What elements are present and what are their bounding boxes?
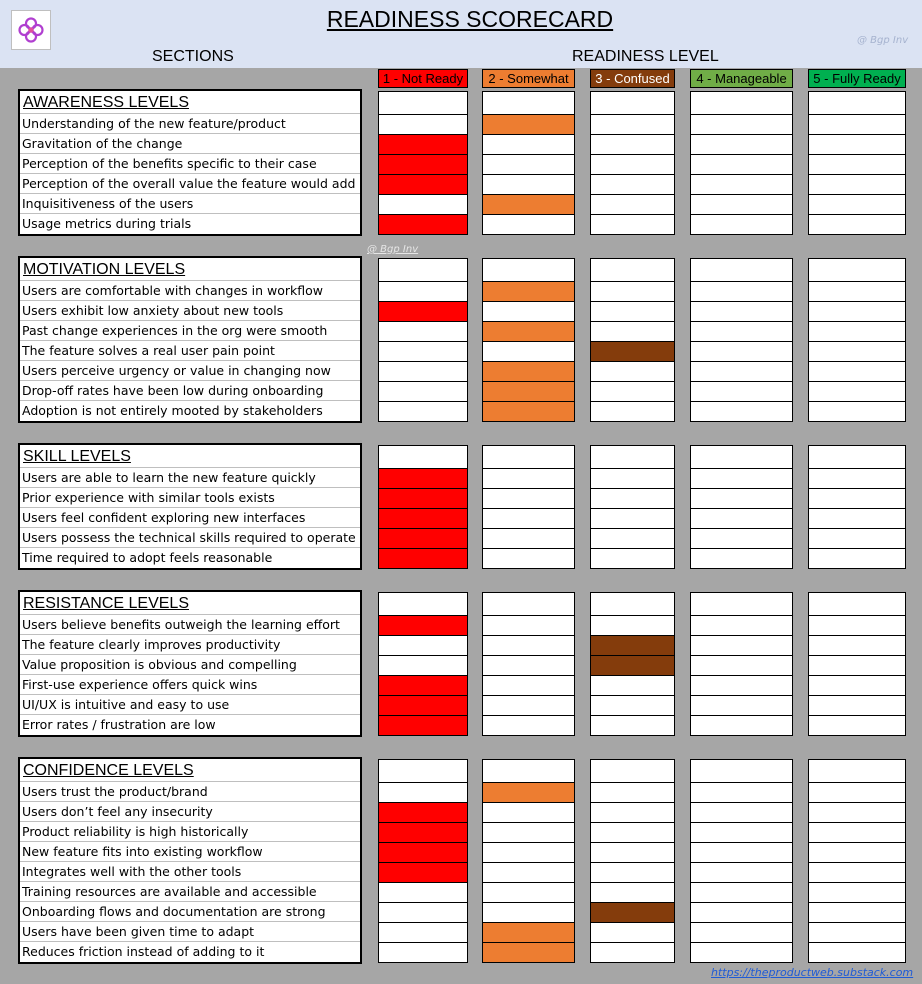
score-cell[interactable] [690, 508, 793, 529]
score-cell[interactable] [690, 321, 793, 342]
score-cell[interactable] [482, 635, 575, 656]
score-cell[interactable] [808, 508, 906, 529]
score-cell[interactable] [590, 922, 675, 943]
section-resistance-levels [18, 590, 362, 737]
level-header-4: 4 - Manageable [690, 69, 793, 88]
header-bar [0, 0, 922, 68]
score-cell[interactable] [590, 508, 675, 529]
score-cell[interactable] [482, 902, 575, 923]
score-cell[interactable] [690, 655, 793, 676]
score-cell[interactable] [378, 214, 468, 235]
score-cell[interactable] [590, 401, 675, 422]
criterion-row: Error rates / frustration are low [22, 717, 216, 732]
score-cell[interactable] [690, 782, 793, 803]
score-cell[interactable] [590, 528, 675, 549]
score-cell[interactable] [590, 675, 675, 696]
score-cell[interactable] [690, 902, 793, 923]
score-cell[interactable] [482, 715, 575, 736]
score-cell[interactable] [808, 695, 906, 716]
score-cell[interactable] [808, 548, 906, 569]
score-cell[interactable] [690, 882, 793, 903]
criterion-row: Reduces friction instead of adding to it [22, 944, 265, 959]
score-cell[interactable] [690, 802, 793, 823]
criterion-row: First-use experience offers quick wins [20, 675, 360, 695]
score-cell[interactable] [378, 802, 468, 823]
score-cell[interactable] [808, 301, 906, 322]
score-cell[interactable] [808, 862, 906, 883]
score-cell[interactable] [590, 361, 675, 382]
score-cell[interactable] [590, 862, 675, 883]
criterion-row: The feature clearly improves productivity [20, 635, 360, 655]
score-cell[interactable] [482, 675, 575, 696]
score-cell[interactable] [808, 822, 906, 843]
score-cell[interactable] [808, 114, 906, 135]
score-cell[interactable] [590, 301, 675, 322]
criterion-row: Users trust the product/brand [20, 782, 360, 802]
score-cell[interactable] [378, 902, 468, 923]
score-cell[interactable] [590, 154, 675, 175]
score-cell[interactable] [808, 615, 906, 636]
score-cell[interactable] [378, 655, 468, 676]
score-cell[interactable] [482, 782, 575, 803]
score-cell[interactable] [808, 194, 906, 215]
score-cell[interactable] [590, 468, 675, 489]
score-cell[interactable] [378, 528, 468, 549]
score-cell[interactable] [590, 842, 675, 863]
watermark-mid: @ Bgp Inv [367, 244, 419, 255]
score-cell[interactable] [690, 401, 793, 422]
score-cell[interactable] [590, 902, 675, 923]
score-cell[interactable] [482, 134, 575, 155]
criterion-row: Past change experiences in the org were smooth [20, 321, 360, 341]
score-cell[interactable] [808, 134, 906, 155]
criterion-row: Adoption is not entirely mooted by stakeholders [22, 403, 323, 418]
section-title: RESISTANCE LEVELS [20, 592, 360, 615]
score-cell[interactable] [690, 635, 793, 656]
score-cell[interactable] [482, 655, 575, 676]
score-cell[interactable] [690, 942, 793, 963]
score-cell[interactable] [690, 381, 793, 402]
criterion-row: Perception of the benefits specific to their case [20, 154, 360, 174]
score-cell[interactable] [690, 154, 793, 175]
criterion-row: Drop-off rates have been low during onboarding [20, 381, 360, 401]
score-cell[interactable] [378, 468, 468, 489]
criterion-row: Users are able to learn the new feature quickly [20, 468, 360, 488]
score-cell[interactable] [808, 214, 906, 235]
score-cell[interactable] [378, 154, 468, 175]
substack-link[interactable]: https://theproductweb.substack.com [711, 966, 914, 979]
criterion-row: New feature fits into existing workflow [20, 842, 360, 862]
score-cell[interactable] [378, 715, 468, 736]
score-cell[interactable] [808, 675, 906, 696]
score-cell[interactable] [482, 802, 575, 823]
score-cell[interactable] [808, 782, 906, 803]
score-cell[interactable] [690, 922, 793, 943]
score-cell[interactable] [482, 214, 575, 235]
score-cell[interactable] [808, 341, 906, 362]
page-title: READINESS SCORECARD [326, 6, 614, 32]
section-title: SKILL LEVELS [20, 445, 360, 468]
score-cell[interactable] [690, 862, 793, 883]
score-cell[interactable] [590, 341, 675, 362]
score-cell[interactable] [690, 615, 793, 636]
criterion-row: Perception of the overall value the feature would add [20, 174, 360, 194]
score-cell[interactable] [690, 822, 793, 843]
criterion-row: Training resources are available and accessible [20, 882, 360, 902]
score-cell[interactable] [690, 548, 793, 569]
score-cell[interactable] [482, 174, 575, 195]
criterion-row: Integrates well with the other tools [20, 862, 360, 882]
score-cell[interactable] [690, 842, 793, 863]
score-cell[interactable] [690, 361, 793, 382]
score-cell[interactable] [378, 174, 468, 195]
criterion-row: Usage metrics during trials [22, 216, 192, 231]
score-cell[interactable] [590, 635, 675, 656]
score-cell[interactable] [690, 341, 793, 362]
score-cell[interactable] [378, 134, 468, 155]
score-cell[interactable] [482, 114, 575, 135]
score-cell[interactable] [378, 675, 468, 696]
section-confidence-levels [18, 757, 362, 964]
score-cell[interactable] [378, 508, 468, 529]
score-cell[interactable] [690, 114, 793, 135]
section-title: MOTIVATION LEVELS [20, 258, 360, 281]
score-cell[interactable] [808, 882, 906, 903]
score-cell[interactable] [690, 715, 793, 736]
score-cell[interactable] [482, 361, 575, 382]
watermark: @ Bgp Inv [857, 35, 909, 46]
score-cell[interactable] [378, 842, 468, 863]
score-cell[interactable] [690, 695, 793, 716]
score-cell[interactable] [590, 655, 675, 676]
score-cell[interactable] [378, 381, 468, 402]
score-cell[interactable] [808, 655, 906, 676]
score-cell[interactable] [482, 341, 575, 362]
score-cell[interactable] [590, 174, 675, 195]
score-cell[interactable] [808, 488, 906, 509]
score-cell[interactable] [590, 802, 675, 823]
score-cell[interactable] [378, 822, 468, 843]
score-cell[interactable] [378, 341, 468, 362]
score-cell[interactable] [808, 635, 906, 656]
score-cell[interactable] [590, 488, 675, 509]
score-cell[interactable] [378, 695, 468, 716]
level-header-3: 3 - Confused [590, 69, 675, 88]
score-cell[interactable] [482, 301, 575, 322]
score-cell[interactable] [808, 281, 906, 302]
criterion-row: The feature solves a real user pain point [20, 341, 360, 361]
score-cell[interactable] [482, 862, 575, 883]
section-skill-levels [18, 443, 362, 570]
score-cell[interactable] [378, 281, 468, 302]
score-cell[interactable] [808, 922, 906, 943]
score-cell[interactable] [590, 134, 675, 155]
score-cell[interactable] [808, 381, 906, 402]
score-cell[interactable] [378, 882, 468, 903]
score-cell[interactable] [378, 942, 468, 963]
score-cell[interactable] [378, 301, 468, 322]
score-cell[interactable] [378, 862, 468, 883]
score-cell[interactable] [808, 401, 906, 422]
score-cell[interactable] [482, 281, 575, 302]
score-cell[interactable] [482, 882, 575, 903]
score-cell[interactable] [482, 194, 575, 215]
sections-subheader: SECTIONS [152, 48, 234, 65]
criterion-row: Onboarding flows and documentation are strong [20, 902, 360, 922]
criterion-row: Users don’t feel any insecurity [20, 802, 360, 822]
score-cell[interactable] [482, 381, 575, 402]
criterion-row: Gravitation of the change [20, 134, 360, 154]
score-cell[interactable] [590, 782, 675, 803]
score-cell[interactable] [378, 488, 468, 509]
score-cell[interactable] [590, 114, 675, 135]
criterion-row: Prior experience with similar tools exists [20, 488, 360, 508]
score-cell[interactable] [808, 468, 906, 489]
score-cell[interactable] [590, 882, 675, 903]
score-cell[interactable] [378, 194, 468, 215]
score-cell[interactable] [590, 715, 675, 736]
criterion-row: Understanding of the new feature/product [20, 114, 360, 134]
score-cell[interactable] [690, 468, 793, 489]
score-cell[interactable] [808, 174, 906, 195]
criterion-row: Inquisitiveness of the users [20, 194, 360, 214]
score-cell[interactable] [378, 615, 468, 636]
score-cell[interactable] [690, 488, 793, 509]
score-cell[interactable] [808, 842, 906, 863]
criterion-row: Product reliability is high historically [20, 822, 360, 842]
score-cell[interactable] [482, 528, 575, 549]
criterion-row: Value proposition is obvious and compelling [20, 655, 360, 675]
score-cell[interactable] [808, 361, 906, 382]
score-cell[interactable] [482, 508, 575, 529]
score-cell[interactable] [690, 174, 793, 195]
score-cell[interactable] [482, 321, 575, 342]
criterion-row: Users have been given time to adapt [20, 922, 360, 942]
section-awareness-levels [18, 89, 362, 236]
score-cell[interactable] [482, 488, 575, 509]
score-cell[interactable] [590, 942, 675, 963]
score-cell[interactable] [808, 802, 906, 823]
score-cell[interactable] [378, 361, 468, 382]
score-cell[interactable] [590, 695, 675, 716]
score-cell[interactable] [808, 321, 906, 342]
criterion-row: Users feel confident exploring new interfaces [20, 508, 360, 528]
section-title: AWARENESS LEVELS [20, 91, 360, 114]
score-cell[interactable] [808, 715, 906, 736]
score-cell[interactable] [378, 321, 468, 342]
score-cell[interactable] [590, 381, 675, 402]
score-cell[interactable] [690, 194, 793, 215]
score-cell[interactable] [590, 548, 675, 569]
score-cell[interactable] [482, 695, 575, 716]
criterion-row: Time required to adopt feels reasonable [22, 550, 273, 565]
section-title: CONFIDENCE LEVELS [20, 759, 360, 782]
score-cell[interactable] [590, 822, 675, 843]
criterion-row: Users possess the technical skills required to operate [20, 528, 360, 548]
score-cell[interactable] [482, 822, 575, 843]
score-cell[interactable] [690, 675, 793, 696]
score-cell[interactable] [690, 281, 793, 302]
score-cell[interactable] [690, 214, 793, 235]
section-motivation-levels [18, 256, 362, 423]
score-cell[interactable] [378, 401, 468, 422]
readiness-level-subheader: READINESS LEVEL [572, 48, 719, 65]
score-cell[interactable] [482, 548, 575, 569]
level-header-5: 5 - Fully Ready [808, 69, 906, 88]
score-cell[interactable] [590, 321, 675, 342]
criterion-row: Users perceive urgency or value in changing now [20, 361, 360, 381]
score-cell[interactable] [482, 942, 575, 963]
score-cell[interactable] [590, 615, 675, 636]
score-cell[interactable] [482, 401, 575, 422]
score-cell[interactable] [690, 301, 793, 322]
score-cell[interactable] [690, 134, 793, 155]
criterion-row: UI/UX is intuitive and easy to use [20, 695, 360, 715]
criterion-row: Users exhibit low anxiety about new tools [20, 301, 360, 321]
score-cell[interactable] [590, 214, 675, 235]
score-cell[interactable] [482, 922, 575, 943]
score-cell[interactable] [590, 281, 675, 302]
score-cell[interactable] [378, 114, 468, 135]
score-cell[interactable] [690, 528, 793, 549]
level-header-1: 1 - Not Ready [378, 69, 468, 88]
score-cell[interactable] [378, 635, 468, 656]
score-cell[interactable] [378, 548, 468, 569]
score-cell[interactable] [808, 154, 906, 175]
score-cell[interactable] [482, 154, 575, 175]
score-cell[interactable] [808, 942, 906, 963]
score-cell[interactable] [482, 615, 575, 636]
score-cell[interactable] [482, 842, 575, 863]
score-cell[interactable] [378, 782, 468, 803]
score-cell[interactable] [808, 528, 906, 549]
score-cell[interactable] [808, 902, 906, 923]
score-cell[interactable] [482, 468, 575, 489]
level-header-2: 2 - Somewhat [482, 69, 575, 88]
score-cell[interactable] [378, 922, 468, 943]
score-cell[interactable] [590, 194, 675, 215]
criterion-row: Users are comfortable with changes in workflow [20, 281, 360, 301]
criterion-row: Users believe benefits outweigh the learning effort [20, 615, 360, 635]
